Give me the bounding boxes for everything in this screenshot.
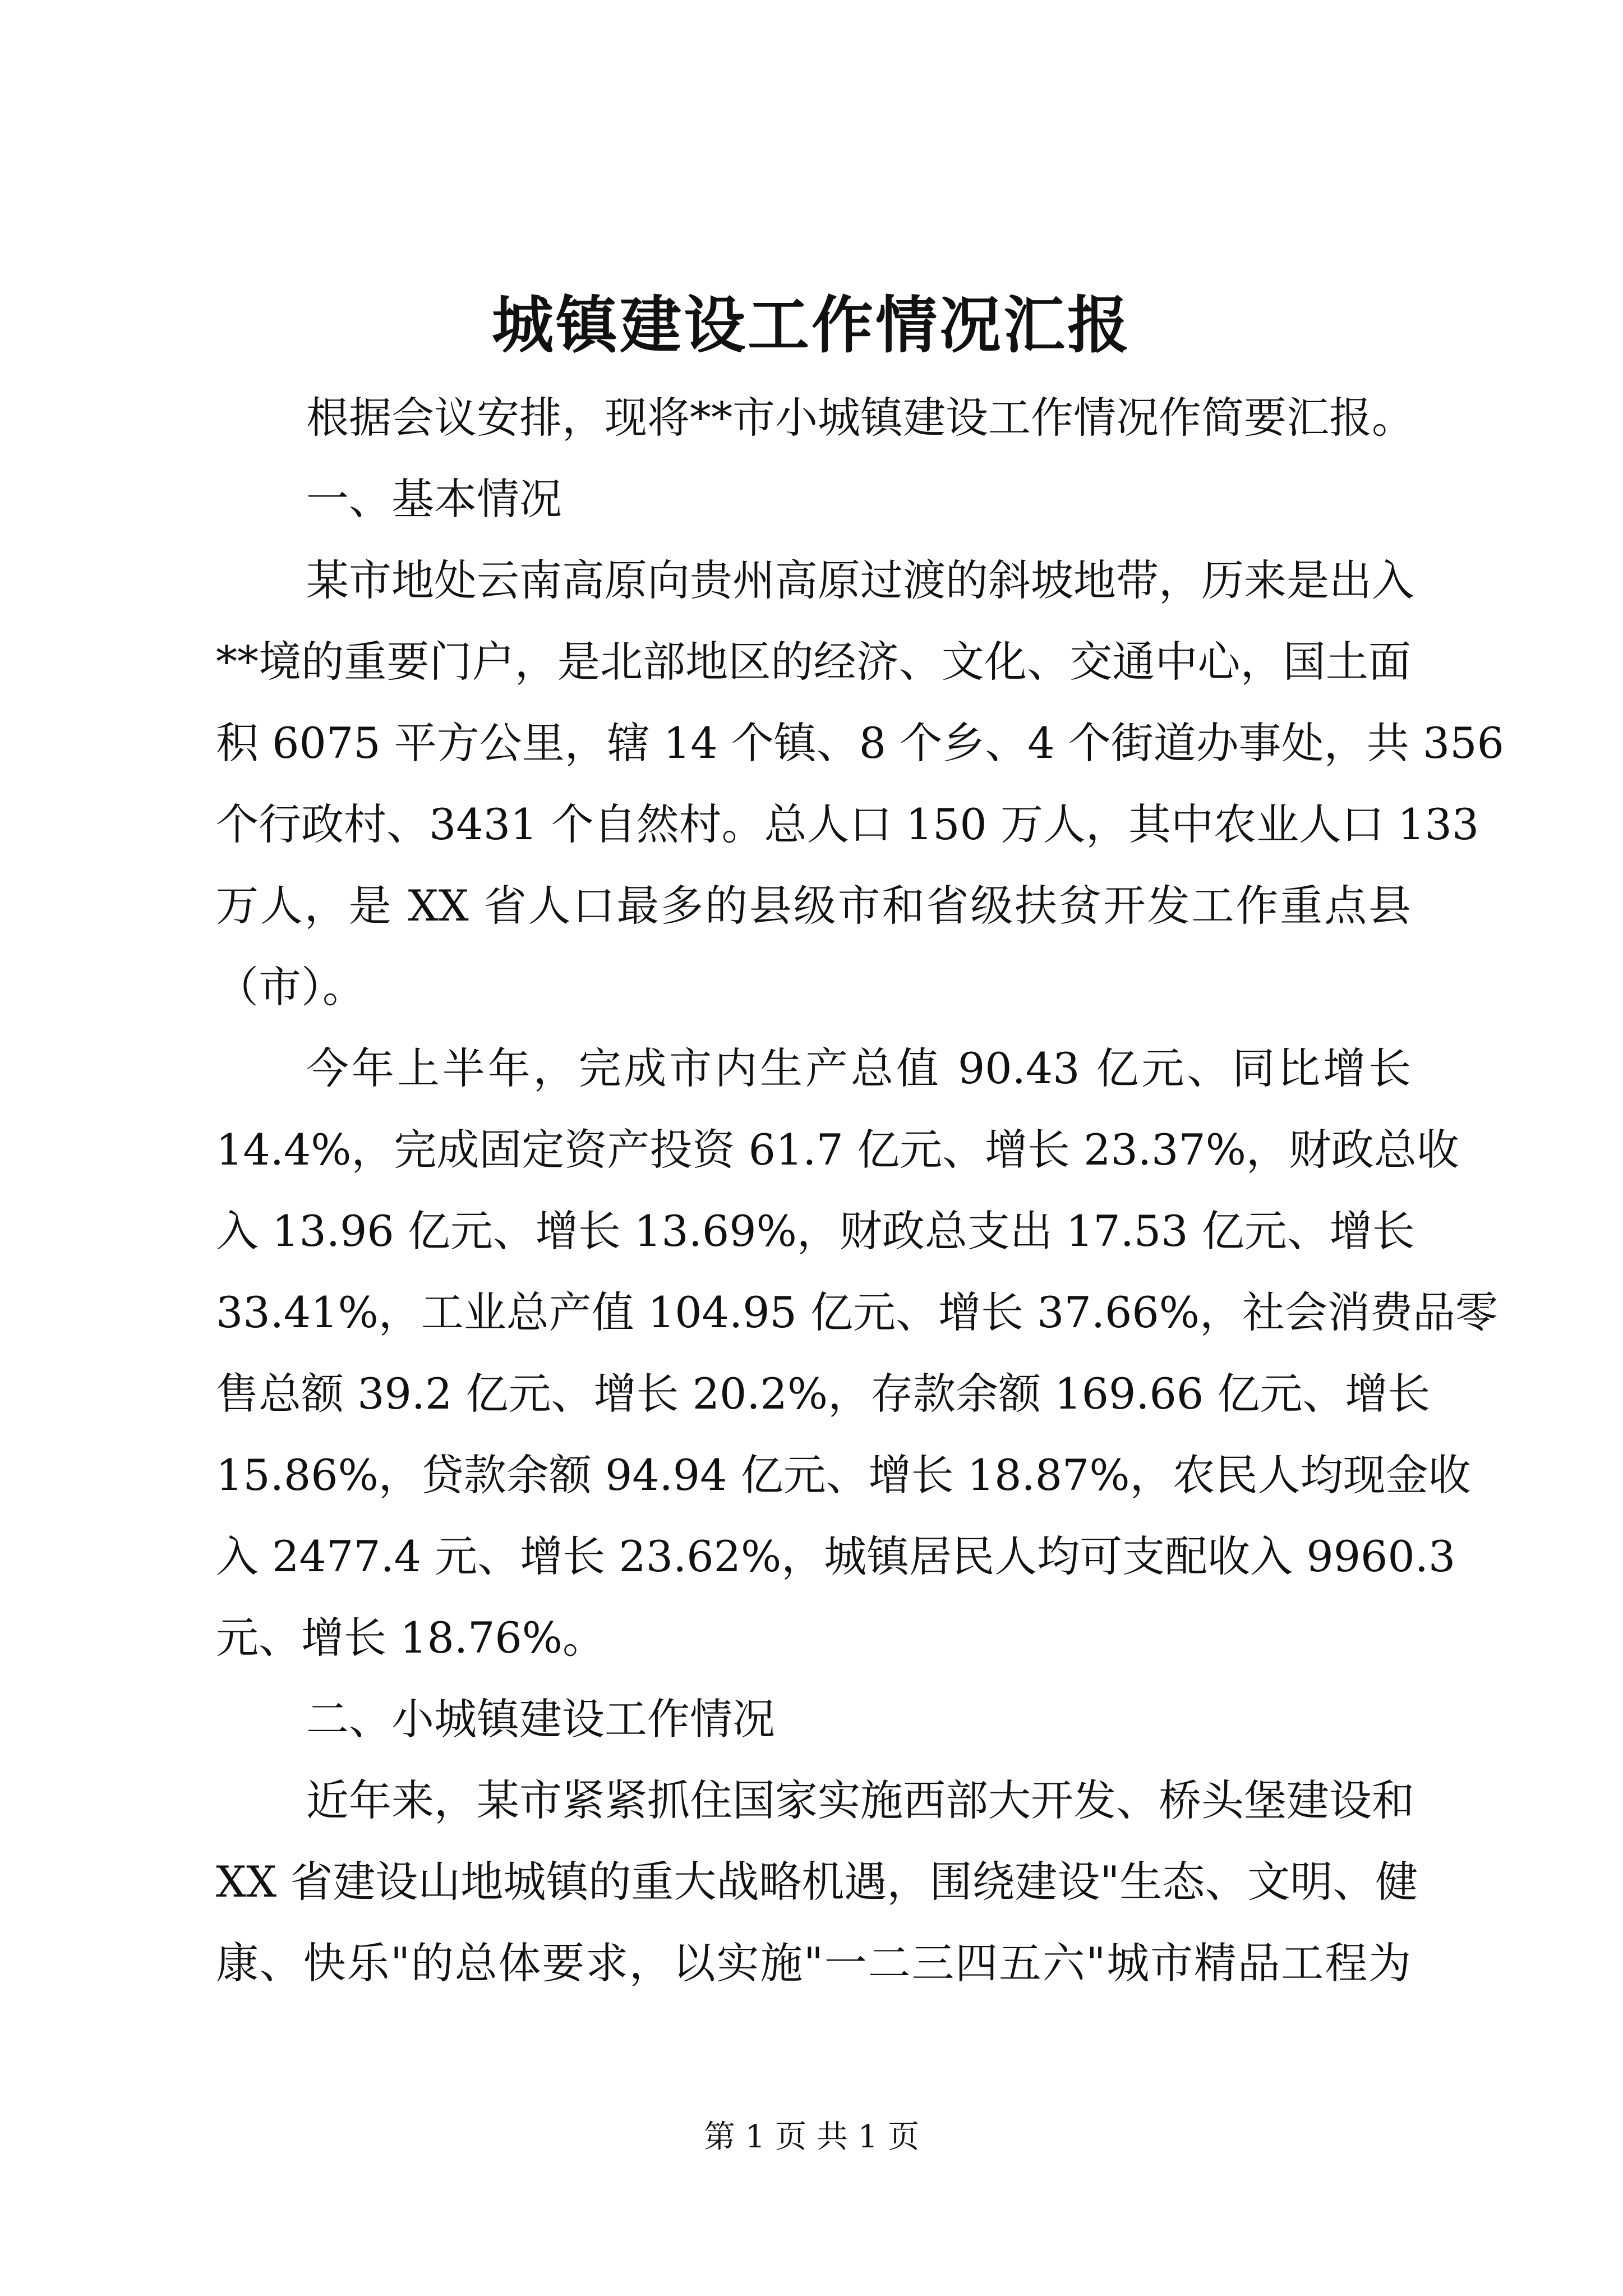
- paragraph-line: 元、增长 18.76%。: [216, 1613, 605, 1663]
- paragraph-line: 积 6075 平方公里，辖 14 个镇、8 个乡、4 个街道办事处，共 356: [216, 718, 1504, 768]
- paragraph-line: 售总额 39.2 亿元、增长 20.2%，存款余额 169.66 亿元、增长: [216, 1369, 1431, 1419]
- paragraph-line: 14.4%，完成固定资产投资 61.7 亿元、增长 23.37%，财政总收: [216, 1125, 1459, 1175]
- paragraph-line: 某市地处云南高原向贵州高原过渡的斜坡地带，历来是出入: [306, 555, 1414, 605]
- paragraph-line: 个行政村、3431 个自然村。总人口 150 万人，其中农业人口 133: [216, 799, 1479, 849]
- paragraph-line: XX 省建设山地城镇的重大战略机遇，围绕建设"生态、文明、健: [216, 1857, 1418, 1907]
- intro-line: 根据会议安排，现将**市小城镇建设工作情况作简要汇报。: [306, 393, 1414, 443]
- paragraph-line: 入 2477.4 元、增长 23.62%，城镇居民人均可支配收入 9960.3: [216, 1531, 1456, 1581]
- section-heading-basic: 一、基本情况: [306, 474, 562, 524]
- paragraph-line: 近年来，某市紧紧抓住国家实施西部大开发、桥头堡建设和: [306, 1775, 1414, 1825]
- paragraph-line: 15.86%，贷款余额 94.94 亿元、增长 18.87%，农民人均现金收: [216, 1450, 1471, 1500]
- paragraph-line: （市）。: [216, 962, 365, 1012]
- paragraph-line: **境的重要门户，是北部地区的经济、文化、交通中心，国土面: [216, 637, 1411, 687]
- page-number: 第 1 页 共 1 页: [703, 2119, 920, 2155]
- document-title: 城镇建设工作情况汇报: [492, 289, 1131, 361]
- paragraph-line: 33.41%，工业总产值 104.95 亿元、增长 37.66%，社会消费品零: [216, 1287, 1498, 1337]
- paragraph-line: 今年上半年，完成市内生产总值 90.43 亿元、同比增长: [306, 1043, 1411, 1093]
- paragraph-line: 万人，是 XX 省人口最多的县级市和省级扶贫开发工作重点县: [216, 881, 1411, 931]
- section-heading-town-construction: 二、小城镇建设工作情况: [306, 1694, 775, 1744]
- paragraph-line: 入 13.96 亿元、增长 13.69%，财政总支出 17.53 亿元、增长: [216, 1206, 1415, 1256]
- paragraph-line: 康、快乐"的总体要求，以实施"一二三四五六"城市精品工程为: [216, 1938, 1411, 1988]
